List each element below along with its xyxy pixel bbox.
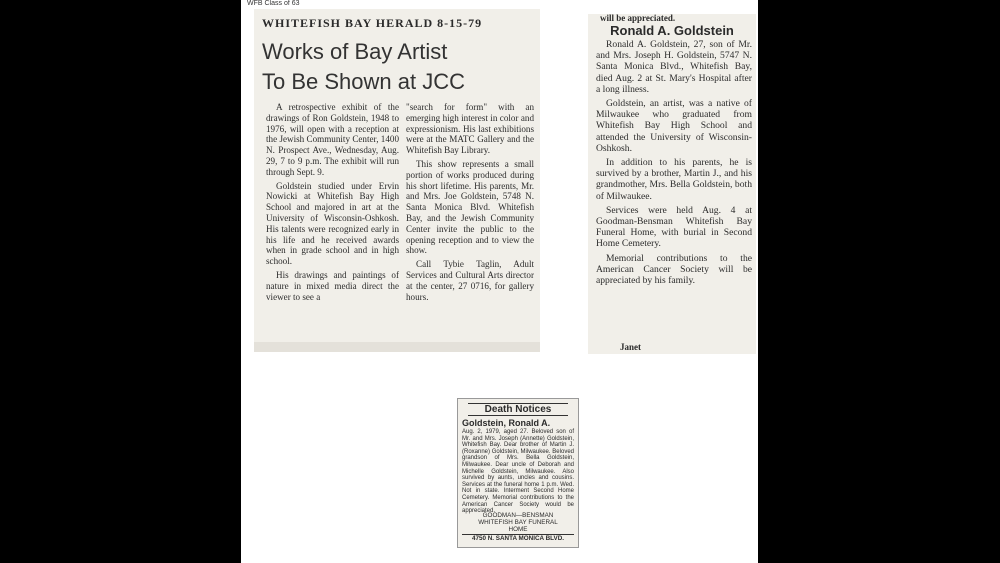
funeral-home-footer	[462, 512, 574, 542]
article-headline	[262, 37, 542, 97]
obituary-paragraph: Memorial contributions to the American Cancer Society will be appreciated by his family.	[596, 252, 752, 287]
death-notice-clipping	[457, 398, 579, 548]
obituary-bottom-fragment: Janet	[620, 342, 641, 352]
funeral-home-line-1: GOODMAN—BENSMAN	[482, 512, 554, 519]
article-paragraph: A retrospective exhibit of the drawings of Ron Goldstein, 1948 to 1976, will open with a reception at the Jewish Community Center, 1400 N. Prospect Ave., Wednesday, Aug. 29, 7 to 9 p.m. The exhibit will run through Sept. 9.	[266, 102, 399, 177]
funeral-home-address: 4750 N. SANTA MONICA BLVD.	[462, 534, 574, 542]
article-column-2	[406, 102, 534, 305]
obituary-title: Ronald A. Goldstein	[610, 23, 734, 38]
funeral-home-line-2: WHITEFISH BAY FUNERAL	[478, 519, 558, 526]
article-clipping	[254, 9, 540, 352]
torn-edge	[254, 342, 540, 352]
document-label: WFB Class of 63	[247, 0, 300, 7]
obituary-paragraph: In addition to his parents, he is survived by a brother, Martin J., and his grandmother, Mrs. Bella Goldstein, both of Milwaukee.	[596, 157, 752, 202]
death-notice-name: Goldstein, Ronald A.	[462, 418, 551, 428]
obituary-clipping	[588, 14, 756, 354]
death-notices-heading: Death Notices	[468, 403, 568, 416]
article-paragraph: Call Tybie Taglin, Adult Services and Cultural Arts director at the center, 27 0716, for gallery hours.	[406, 259, 534, 302]
article-paragraph: This show represents a small portion of works produced during his short lifetime. His parents, Mr. and Mrs. Joe Goldstein, 5748 N. Santa Monica Blvd. Whitefish Bay, and the Jewish Community Center invite the public to the opening reception and to view the show.	[406, 158, 534, 256]
obituary-top-fragment: will be appreciated.	[600, 13, 676, 23]
death-notice-body: Aug. 2, 1979, aged 27. Beloved son of Mr. and Mrs. Joseph (Annette) Goldstein, Whitefish Bay. Dear brother of Martin J. (Roxanne) Goldstein, Milwaukee. Beloved grandson of Mrs. Bella Goldstein, Milwaukee. Dear uncle of Deborah and Michelle Goldstein, Milwaukee. Also survived by aunts, uncles and cousins. Services at the funeral home 1 p.m. Wed. Not in state. Interment Second Home Cemetery. Memorial contributions to the American Cancer Society would be appreciated.	[462, 429, 574, 515]
article-column-1	[266, 102, 399, 305]
newspaper-masthead: WHITEFISH BAY HERALD 8-15-79	[262, 16, 483, 30]
headline-line-1: Works of Bay Artist	[262, 39, 448, 64]
article-paragraph: Goldstein studied under Ervin Nowicki at Whitefish Bay High School and majored in art at the University of Wisconsin-Oshkosh. His talents were recognized early in his life and he received awards when in grade school and in high school.	[266, 180, 399, 267]
document-page	[241, 0, 758, 563]
obituary-body	[596, 39, 752, 289]
article-paragraph: His drawings and paintings of nature in mixed media direct the viewer to see a	[266, 269, 399, 302]
article-paragraph: "search for form" with an emerging high interest in color and expressionism. His last exhibitions were at the MATC Gallery and the Whitefish Bay Library.	[406, 102, 534, 156]
headline-line-2: To Be Shown at JCC	[262, 69, 465, 94]
funeral-home-line-3: HOME	[508, 526, 528, 533]
obituary-paragraph: Goldstein, an artist, was a native of Milwaukee who graduated from Whitefish Bay High School and attended the University of Wisconsin-Oshkosh.	[596, 98, 752, 154]
obituary-paragraph: Ronald A. Goldstein, 27, son of Mr. and Mrs. Joseph H. Goldstein, 5747 N. Santa Monica Blvd., Whitefish Bay, died Aug. 2 at St. Mary's Hospital after a long illness.	[596, 39, 752, 95]
obituary-paragraph: Services were held Aug. 4 at Goodman-Bensman Whitefish Bay Funeral Home, with burial in Second Home Cemetery.	[596, 204, 752, 250]
